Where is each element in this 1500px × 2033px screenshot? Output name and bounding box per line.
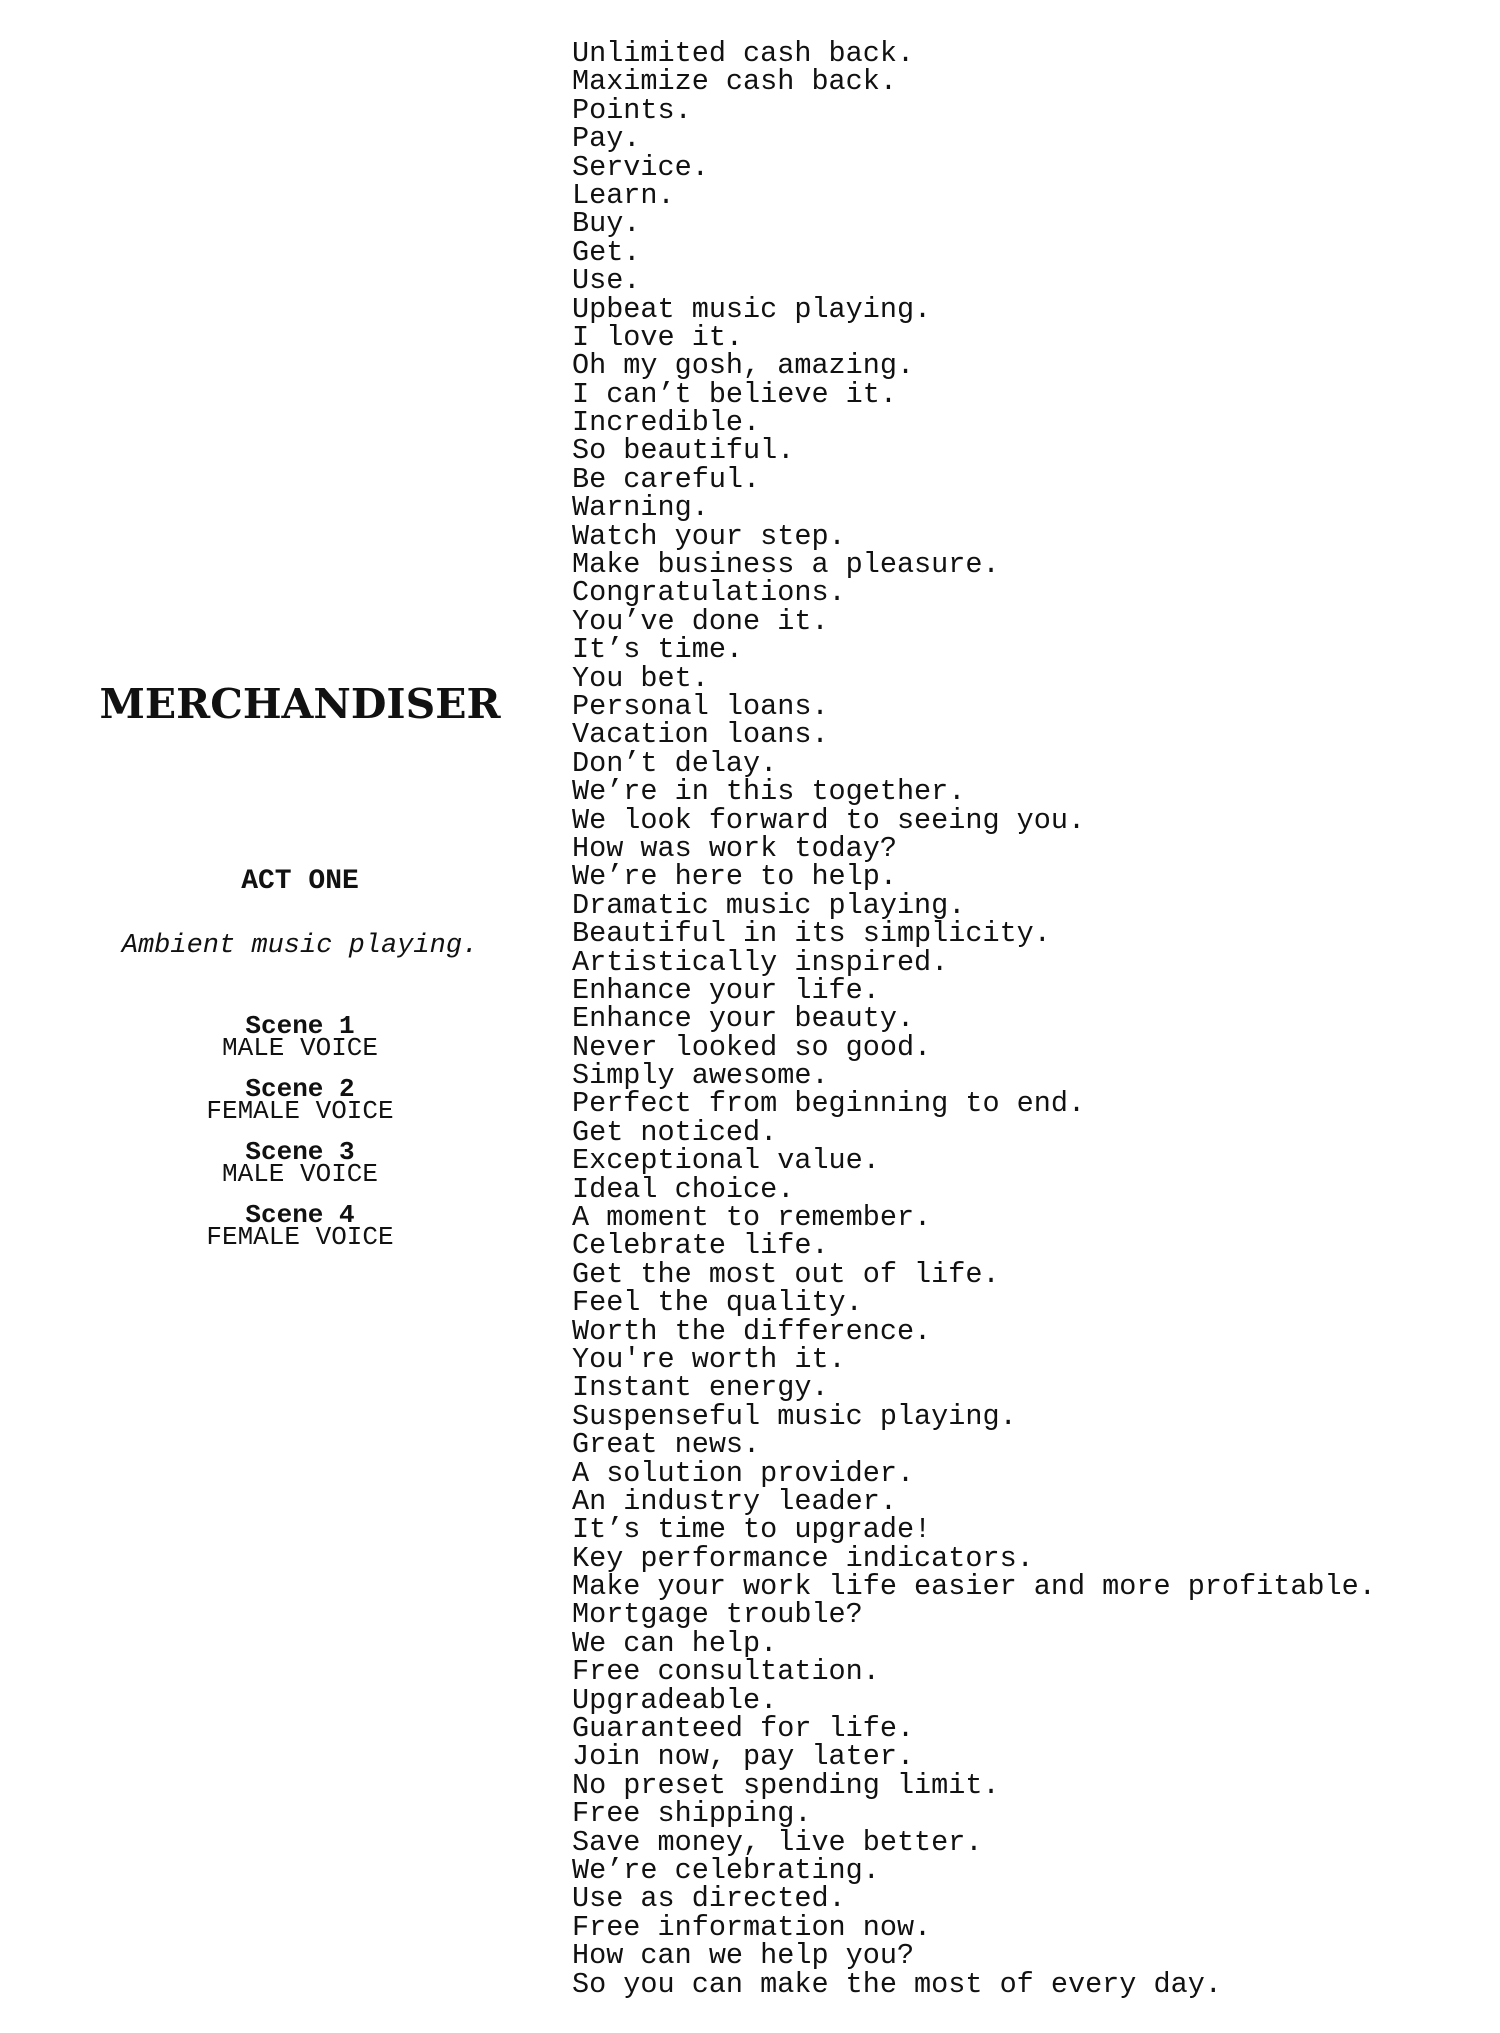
scene-name: Scene 1 — [245, 1011, 355, 1041]
dialogue-line: Personal loans. — [572, 689, 829, 723]
dialogue-line: Key performance indicators. — [572, 1541, 1034, 1575]
dialogue-line: Great news. — [572, 1428, 761, 1462]
dialogue-line: Never looked so good. — [572, 1030, 932, 1064]
dialogue-line: It’s time. — [572, 633, 744, 667]
scene-entry — [0, 1137, 600, 1204]
dialogue-line: Make business a pleasure. — [572, 548, 1000, 582]
dialogue-line: Get. — [572, 235, 641, 269]
dialogue-line: I can’t believe it. — [572, 377, 897, 411]
dialogue-line: Use. — [572, 264, 641, 298]
dialogue-line: Instant energy. — [572, 1371, 829, 1405]
dialogue-line: Free consultation. — [572, 1655, 880, 1689]
dialogue-line: A solution provider. — [572, 1456, 915, 1490]
act-heading: ACT ONE — [241, 866, 359, 897]
dialogue-line: You're worth it. — [572, 1342, 846, 1376]
dialogue-line: Beautiful in its simplicity. — [572, 917, 1051, 951]
dialogue-line: I love it. — [572, 320, 744, 354]
dialogue-line: We’re in this together. — [572, 775, 966, 809]
dialogue-line: How can we help you? — [572, 1939, 915, 1973]
dialogue-line: Join now, pay later. — [572, 1740, 915, 1774]
dialogue-lines — [572, 37, 1376, 2001]
dialogue-line: Free information now. — [572, 1910, 932, 1944]
dialogue-line: No preset spending limit. — [572, 1768, 1000, 1802]
dialogue-line: Oh my gosh, amazing. — [572, 349, 915, 383]
title-column — [0, 0, 560, 2033]
dialogue-line: Congratulations. — [572, 576, 846, 610]
dialogue-line: Points. — [572, 93, 692, 127]
dialogue-line: Simply awesome. — [572, 1059, 829, 1093]
dialogue-line: Save money, live better. — [572, 1825, 983, 1859]
scene-entry — [0, 1074, 600, 1141]
dialogue-line: Suspenseful music playing. — [572, 1399, 1017, 1433]
dialogue-line: Vacation loans. — [572, 718, 829, 752]
dialogue-line: Artistically inspired. — [572, 945, 949, 979]
dialogue-line: You’ve done it. — [572, 604, 829, 638]
scene-voice: MALE VOICE — [221, 1159, 379, 1189]
dialogue-line: Unlimited cash back. — [572, 37, 915, 70]
scene-name: Scene 2 — [245, 1074, 355, 1104]
dialogue-line: Learn. — [572, 178, 675, 212]
dialogue-line: Buy. — [572, 207, 641, 241]
dialogue-line: Service. — [572, 150, 709, 184]
dialogue-line: We’re here to help. — [572, 860, 897, 894]
dialogue-line: Enhance your beauty. — [572, 1002, 915, 1036]
stage-direction: Ambient music playing. — [121, 931, 479, 961]
dialogue-line: Enhance your life. — [572, 973, 880, 1007]
dialogue-line: Guaranteed for life. — [572, 1712, 915, 1746]
dialogue-line: Use as directed. — [572, 1882, 846, 1916]
scene-voice: FEMALE VOICE — [206, 1222, 394, 1252]
dialogue-line: Celebrate life. — [572, 1229, 829, 1263]
dialogue-line: Get noticed. — [572, 1115, 778, 1149]
dialogue-line: Maximize cash back. — [572, 65, 897, 99]
scene-entry — [0, 1200, 600, 1267]
scene-voice: MALE VOICE — [221, 1033, 379, 1063]
scene-entry — [0, 1011, 600, 1078]
dialogue-line: Get the most out of life. — [572, 1257, 1000, 1291]
dialogue-line: Pay. — [572, 122, 641, 156]
dialogue-line: A moment to remember. — [572, 1201, 932, 1235]
dialogue-line: Watch your step. — [572, 519, 846, 553]
scene-name: Scene 4 — [245, 1200, 355, 1230]
dialogue-line: Incredible. — [572, 406, 761, 440]
scene-list — [0, 1011, 600, 1267]
dialogue-line: So beautiful. — [572, 434, 795, 468]
dialogue-line: Feel the quality. — [572, 1286, 863, 1320]
dialogue-line: You bet. — [572, 661, 709, 695]
dialogue-line: How was work today? — [572, 831, 897, 865]
dialogue-line: Warning. — [572, 491, 709, 525]
scene-name: Scene 3 — [245, 1137, 355, 1167]
page-title: MERCHANDISER — [99, 680, 501, 728]
dialogue-line: Perfect from beginning to end. — [572, 1087, 1086, 1121]
dialogue-line: It’s time to upgrade! — [572, 1513, 932, 1547]
dialogue-line: Be careful. — [572, 462, 761, 496]
dialogue-line: We look forward to seeing you. — [572, 803, 1086, 837]
dialogue-line: An industry leader. — [572, 1484, 897, 1518]
dialogue-line: Dramatic music playing. — [572, 888, 966, 922]
dialogue-line: Ideal choice. — [572, 1172, 795, 1206]
dialogue-line: So you can make the most of every day. — [572, 1967, 1222, 2001]
dialogue-line: Don’t delay. — [572, 746, 778, 780]
dialogue-line: Mortgage trouble? — [572, 1598, 863, 1632]
dialogue-line: Make your work life easier and more profitable. — [572, 1570, 1376, 1604]
dialogue-line: We’re celebrating. — [572, 1854, 880, 1887]
dialogue-line: We can help. — [572, 1626, 778, 1660]
dialogue-line: Worth the difference. — [572, 1314, 932, 1348]
dialogue-line: Upgradeable. — [572, 1683, 778, 1717]
scene-voice: FEMALE VOICE — [206, 1096, 394, 1126]
dialogue-line: Upbeat music playing. — [572, 292, 932, 326]
dialogue-line: Free shipping. — [572, 1797, 812, 1831]
dialogue-line: Exceptional value. — [572, 1144, 880, 1178]
